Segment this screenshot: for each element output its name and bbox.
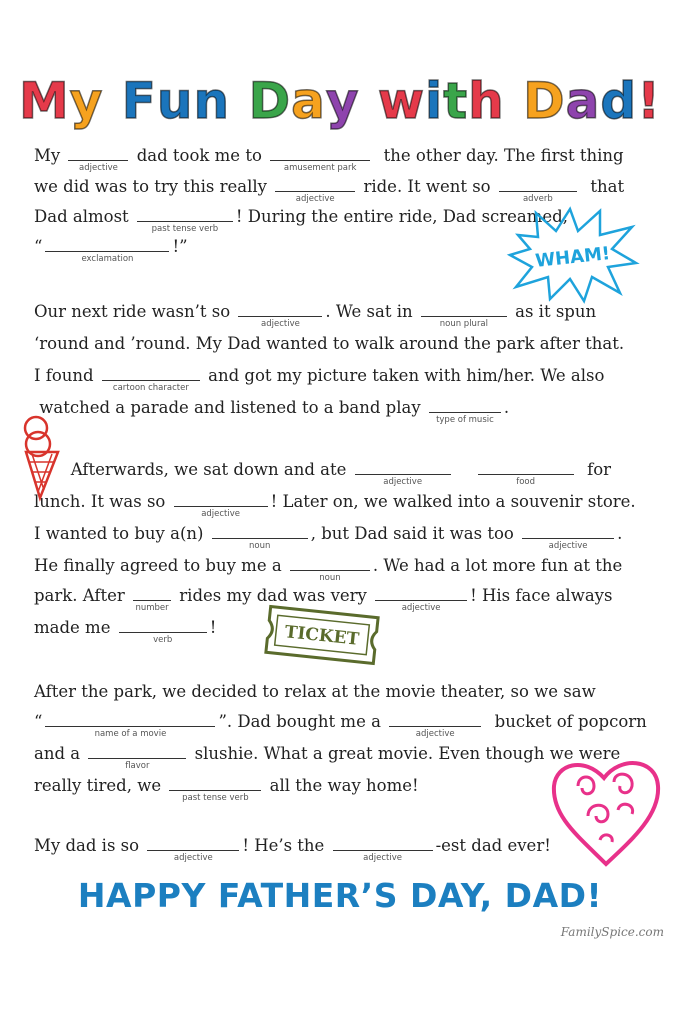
fill-in-blank[interactable] xyxy=(174,492,268,519)
fill-in-blank[interactable] xyxy=(88,744,186,771)
story-text-segment: He finally agreed to buy me a xyxy=(34,556,287,575)
story-text-segment: that xyxy=(579,177,625,196)
story-line xyxy=(34,366,605,393)
fill-in-blank[interactable] xyxy=(169,776,261,803)
blank-hint-label: number xyxy=(135,603,169,613)
title-letter: ! xyxy=(637,72,661,130)
story-text-segment: Our next ride wasn’t so xyxy=(34,302,236,321)
title-letter: n xyxy=(193,72,231,130)
story-text-segment: ! xyxy=(209,618,217,637)
title-letter: M xyxy=(18,72,70,130)
story-text-segment: ! Later on, we walked into a souvenir store. xyxy=(270,492,636,511)
heart-icon xyxy=(548,752,666,872)
title-letter: D xyxy=(248,72,292,130)
story-text-segment: as it spun xyxy=(509,302,597,321)
story-text-segment: ! He’s the xyxy=(242,836,330,855)
fill-in-blank[interactable] xyxy=(375,586,467,613)
story-text-segment: -est dad ever! xyxy=(435,836,551,855)
blank-hint-label: verb xyxy=(153,635,173,645)
fill-in-blank[interactable] xyxy=(68,146,128,173)
story-line xyxy=(34,556,623,583)
story-text-segment: !” xyxy=(172,237,188,256)
blank-hint-label: adjective xyxy=(548,541,588,551)
blank-hint-label: past tense verb xyxy=(151,224,219,234)
blank-hint-label: type of music xyxy=(436,415,494,425)
title-letter xyxy=(359,72,377,130)
story-line xyxy=(34,524,623,551)
story-text-segment: My xyxy=(34,146,66,165)
blank-hint-label: food xyxy=(516,477,536,487)
title-letter xyxy=(505,72,523,130)
story-text-segment: Afterwards, we sat down and ate xyxy=(34,460,352,479)
blank-hint-label: noun plural xyxy=(439,319,489,329)
story-text-segment: . xyxy=(617,524,623,543)
story-text-segment: . We had a lot more fun at the xyxy=(372,556,623,575)
story-line xyxy=(34,146,624,173)
story-text-segment: I found xyxy=(34,366,99,385)
credit-watermark: FamilySpice.com xyxy=(560,925,664,939)
story-text-segment: . xyxy=(503,398,510,417)
fill-in-blank[interactable] xyxy=(290,556,370,583)
blank-hint-label: adverb xyxy=(522,194,553,204)
blank-hint-label: adjective xyxy=(295,194,335,204)
blank-hint-label: adjective xyxy=(261,319,300,329)
blank-hint-label: adjective xyxy=(363,853,402,863)
story-text-segment: for xyxy=(576,460,612,479)
fill-in-blank[interactable] xyxy=(147,836,239,863)
story-text-segment: all the way home! xyxy=(264,776,419,795)
title-letter: y xyxy=(69,72,104,130)
story-line xyxy=(34,237,188,264)
wham-sticker xyxy=(508,205,638,305)
story-line xyxy=(34,460,612,487)
blank-hint-label: exclamation xyxy=(81,254,134,264)
blank-hint-label: adjective xyxy=(79,163,118,173)
title-letter xyxy=(230,72,248,130)
fill-in-blank[interactable] xyxy=(119,618,207,645)
story-text-segment: really tired, we xyxy=(34,776,167,795)
story-line xyxy=(34,586,613,613)
story-text-segment: rides my dad was very xyxy=(174,586,373,605)
story-text-segment: “ xyxy=(34,237,43,256)
story-text-segment: ride. It went so xyxy=(358,177,496,196)
fathers-day-banner: HAPPY FATHER’S DAY, DAD! xyxy=(77,876,603,915)
story-line xyxy=(34,207,568,234)
story-text-segment: After the park, we decided to relax at the movie theater, so we saw xyxy=(34,682,596,701)
fill-in-blank[interactable] xyxy=(133,586,171,613)
blank-hint-label: noun xyxy=(249,541,271,551)
story-text-segment: ”. Dad bought me a xyxy=(218,712,387,731)
story-text-segment: dad took me to xyxy=(131,146,268,165)
blank-hint-label: adjective xyxy=(401,603,441,613)
wham-text: WHAM! xyxy=(534,243,612,272)
story-line xyxy=(34,836,551,863)
story-line xyxy=(34,177,625,204)
fill-in-blank[interactable] xyxy=(45,237,169,264)
story-text-segment: and got my picture taken with him/her. We also xyxy=(202,366,605,385)
page-title xyxy=(0,72,680,130)
story-text-segment: ! During the entire ride, Dad screamed, xyxy=(235,207,568,226)
fill-in-blank[interactable] xyxy=(45,712,215,739)
fill-in-blank[interactable] xyxy=(137,207,233,234)
blank-hint-label: adjective xyxy=(173,853,213,863)
story-text-segment: ‘round and ’round. My Dad wanted to walk around the park after that. xyxy=(34,334,625,353)
blank-hint-label: adjective xyxy=(201,509,241,519)
title-letter: w xyxy=(377,72,426,130)
fill-in-blank[interactable] xyxy=(355,460,451,487)
blank-hint-label: name of a movie xyxy=(94,729,167,739)
story-line xyxy=(34,618,217,645)
story-text-segment: watched a parade and listened to a band play xyxy=(34,398,426,417)
story-text-segment: slushie. What a great movie. Even though we were xyxy=(189,744,621,763)
fill-in-blank[interactable] xyxy=(212,524,308,551)
story-text-segment: I wanted to buy a(n) xyxy=(34,524,209,543)
ticket-text: TICKET xyxy=(283,622,361,650)
fill-in-blank[interactable] xyxy=(421,302,507,329)
blank-hint-label: adjective xyxy=(383,477,423,487)
story-line xyxy=(34,744,621,771)
fill-in-blank[interactable] xyxy=(429,398,501,425)
story-text-segment: lunch. It was so xyxy=(34,492,171,511)
story-text-segment: “ xyxy=(34,712,43,731)
story-text-segment: made me xyxy=(34,618,116,637)
blank-hint-label: amusement park xyxy=(283,163,357,173)
story-line xyxy=(34,712,647,739)
fill-in-blank[interactable] xyxy=(270,146,370,173)
story-text-segment: we did was to try this really xyxy=(34,177,273,196)
title-letter: a xyxy=(565,72,601,130)
title-letter: h xyxy=(468,72,505,130)
fill-in-blank[interactable] xyxy=(238,302,322,329)
title-letter xyxy=(103,72,121,130)
title-letter: u xyxy=(156,72,194,130)
title-letter: d xyxy=(600,72,638,130)
story-line xyxy=(34,334,624,354)
blank-hint-label: flavor xyxy=(125,761,150,771)
story-line xyxy=(34,776,419,803)
story-text-segment xyxy=(454,460,475,479)
story-text-segment: the other day. The first thing xyxy=(373,146,624,165)
fill-in-blank[interactable] xyxy=(102,366,200,393)
fill-in-blank[interactable] xyxy=(389,712,481,739)
story-text-segment: Dad almost xyxy=(34,207,134,226)
blank-hint-label: noun xyxy=(319,573,341,583)
ice-cream-icon xyxy=(14,410,64,500)
story-text-segment: and a xyxy=(34,744,86,763)
story-text-segment: . We sat in xyxy=(325,302,418,321)
title-letter: t xyxy=(443,72,469,130)
fill-in-blank[interactable] xyxy=(478,460,574,487)
fill-in-blank[interactable] xyxy=(522,524,614,551)
story-line xyxy=(34,682,596,702)
story-line xyxy=(34,398,510,425)
title-letter: F xyxy=(121,72,157,130)
fill-in-blank[interactable] xyxy=(499,177,577,204)
title-letter: a xyxy=(291,72,326,130)
ticket-sticker xyxy=(262,604,382,666)
blank-hint-label: cartoon character xyxy=(112,383,189,393)
title-letter: y xyxy=(325,72,360,130)
story-text-segment: park. After xyxy=(34,586,131,605)
blank-hint-label: past tense verb xyxy=(182,793,249,803)
story-line xyxy=(34,302,597,329)
story-text-segment: My dad is so xyxy=(34,836,145,855)
story-text-segment: ! His face always xyxy=(470,586,613,605)
story-text-segment: bucket of popcorn xyxy=(484,712,647,731)
title-letter: i xyxy=(425,72,444,130)
story-text-segment: , but Dad said it was too xyxy=(310,524,520,543)
blank-hint-label: adjective xyxy=(415,729,455,739)
story-line xyxy=(34,492,636,519)
title-letter: D xyxy=(523,72,566,130)
fill-in-blank[interactable] xyxy=(333,836,433,863)
fill-in-blank[interactable] xyxy=(275,177,355,204)
